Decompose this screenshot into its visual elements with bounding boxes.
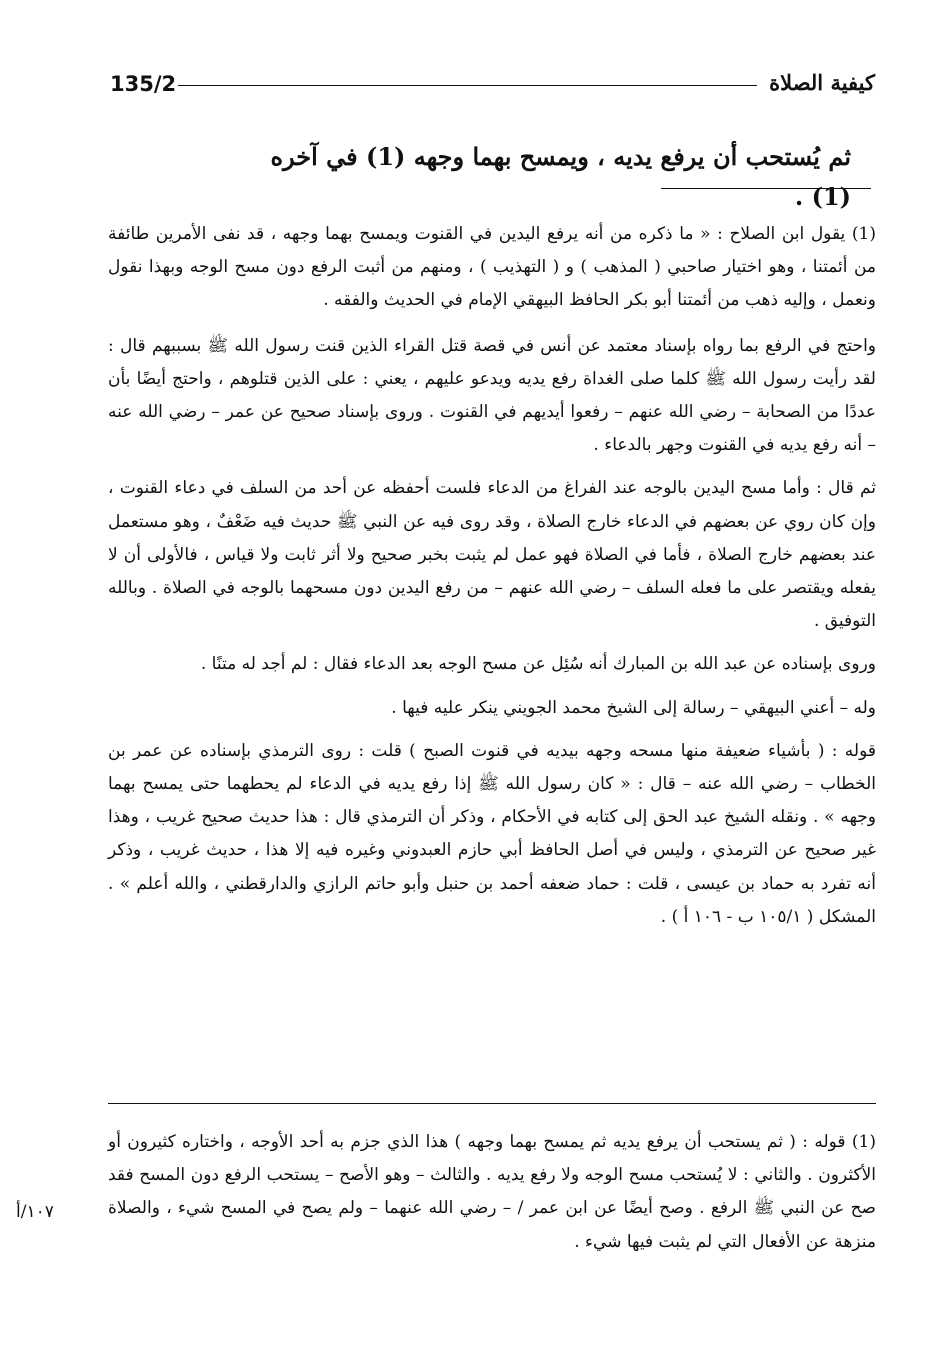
footnotes <box>108 1126 876 1259</box>
commentary-paragraph: قوله : ( بأشياء ضعيفة منها مسحه وجهه بيديه في قنوت الصبح ) قلت : روى الترمذي بإسناده عن عمر بن الخطاب – رضي الله عنه – قال : « كان رسول الله ﷺ إذا رفع يديه في الدعاء لم يحطهما حتى يمسح بهما وجهه » . ونقله الشيخ عبد الحق إلى كتابه في الأحكام ، وذكر أن الترمذي قال : هذا حديث صحيح غريب ، وهذا غير صحيح عن الترمذي ، وليس في أصل الحافظ أبي حازم العبدوني وغيره فيه إلا هذا ، حديث غريب ، وذكر أنه تفرد به حماد بن عيسى ، قلت : حماد ضعفه أحمد بن حنبل وأبو حاتم الرازي والدارقطني ، والله أعلم » . المشكل ( ١٠٥/١ ب - ١٠٦ أ ) . <box>108 740 876 927</box>
header-rule <box>178 85 757 86</box>
commentary-paragraph: واحتج في الرفع بما رواه بإسناد معتمد عن أنس في قصة قتل القراء الذين قنت رسول الله ﷺ بسببهم قال : لقد رأيت رسول الله ﷺ كلما صلى الغداة رفع يديه ويدعو عليهم ، يعني : على الذين قتلوهم ، واحتج أيضًا بأن عددًا من الصحابة – رضي الله عنهم – رفعوا أيديهم في القنوت . وروى بإسناد صحيح عن عمر – رضي الله عنه – أنه رفع يديه في القنوت وجهر بالدعاء . <box>108 335 876 456</box>
footnote-rule <box>108 1103 876 1104</box>
footnote-text: (1) قوله : ( ثم يستحب أن يرفع يديه ثم يمسح بهما وجهه ) هذا الذي جزم به أحد الأوجه ، واختاره كثيرون أو الأكثرون . والثاني : لا يُستحب مسح الوجه ولا رفع يديه . والثالث – وهو الأصح – يستحب الرفع دون المسح فقد صح عن النبي ﷺ الرفع . وصح أيضًا عن ابن عمر / – رضي الله عنهما – ولم يصح في المسح شيء ، والصلاة منزهة عن الأفعال التي لم يثبت فيها شيء . <box>108 1132 876 1252</box>
manuscript-folio-reference: ١٠٧/أ <box>16 1202 54 1222</box>
page-number: 135/2 <box>110 72 177 96</box>
page-header <box>110 68 875 102</box>
chapter-title: كيفية الصلاة <box>769 70 875 95</box>
commentary-paragraph: وروى بإسناده عن عبد الله بن المبارك أنه سُئِل عن مسح الوجه بعد الدعاء فقال : لم أجد له متنًا . <box>200 654 876 675</box>
commentary <box>108 218 876 944</box>
commentary-paragraph: ثم قال : وأما مسح اليدين بالوجه عند الفراغ من الدعاء فلست أحفظه عن أحد من السلف في دعاء القنوت ، وإن كان روي عن بعضهم في الدعاء خارج الصلاة ، وقد روى فيه عن النبي ﷺ حديث فيه ضَعْفٌ ، وهو مستعمل عند بعضهم خارج الصلاة ، فأما في الصلاة فهو عمل لم يثبت بخبر صحيح ولا أثر ثابت ولا قياس ، فالأولى أن لا يفعله ويقتصر على ما فعله السلف – رضي الله عنهم – من رفع اليدين دون مسحهما بالوجه في الصلاة . وبالله التوفيق . <box>108 478 876 632</box>
commentary-paragraph: وله – أعني البيهقي – رسالة إلى الشيخ محمد الجويني ينكر عليه فيها . <box>391 697 876 718</box>
main-text-rule <box>661 188 871 189</box>
commentary-paragraph: (1) يقول ابن الصلاح : « ما ذكره من أنه يرفع اليدين في القنوت ويمسح بهما وجهه ، قد نفى الأمرين طائفة من أئمتنا ، وهو اختيار صاحبي ( المذهب ) و ( التهذيب ) ، ومنهم من أثبت الرفع دون مسح الوجه وبهذا نقول ونعمل ، وإليه ذهب من أئمتنا أبو بكر الحافظ البيهقي الإمام في الحديث والفقه . <box>108 224 876 311</box>
main-text: ثم يُستحب أن يرفع يديه ، ويمسح بهما وجهه (1) في آخره (1) . <box>270 142 851 211</box>
